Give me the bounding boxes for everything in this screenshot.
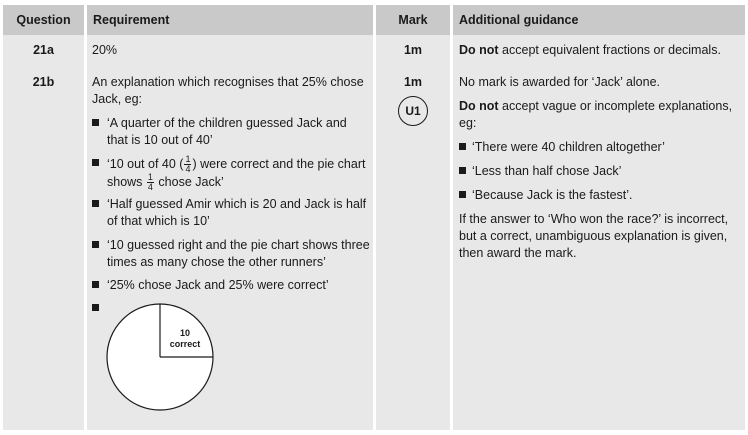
guidance-21a-text: accept equivalent fractions or decimals. [498,43,721,57]
requirement-intro-line2: Jack, eg: [92,92,143,106]
question-column [3,5,84,430]
requirement-intro-line1: An explanation which recognises that 25% chose [92,75,364,89]
header-guidance: Additional guidance [453,5,745,35]
bullet-square [92,237,99,253]
question-21a: 21a [33,43,54,57]
guidance-note-line3: then award the mark. [459,246,577,260]
mark-21a: 1m [403,43,423,57]
bullet-square [92,155,99,171]
guidance-line-2: Do not accept vague or incomplete explanations, [459,99,733,113]
fraction-one-quarter: $\frac{1}{4}$ [147,172,153,192]
guidance-21a [459,42,721,58]
header-mark: Mark [376,5,450,35]
bullet-square [92,115,99,131]
mark-column [376,5,450,430]
header-requirement: Requirement [87,5,373,35]
guidance-bullet-2: ‘Less than half chose Jack’ [472,164,622,178]
guidance-bullet-3: ‘Because Jack is the fastest’. [472,188,633,202]
mark-21b: 1m [403,75,423,89]
question-21b: 21b [32,75,55,89]
guidance-21a-bold: Do not [459,43,499,57]
guidance-line-2b: eg: [459,116,477,130]
bullet-2-line1-b: ) were correct and the pie chart [192,156,366,171]
fraction-one-quarter: $\frac{1}{4}$ [185,154,191,174]
guidance-note-line1: If the answer to ‘Who won the race?’ is incorrect, [459,212,729,226]
pie-chart [104,301,216,413]
bullet-square [459,163,466,179]
bullet-4-line1: ‘10 guessed right and the pie chart shows three [107,238,370,252]
guidance-line-1: No mark is awarded for ‘Jack’ alone. [459,75,661,89]
header-question: Question [3,5,84,35]
bullet-3-line1: ‘Half guessed Amir which is 20 and Jack is half [107,197,367,211]
bullet-square [459,139,466,155]
bullet-2-line1-a: ‘10 out of 40 ( [107,156,184,171]
bullet-2-line1 [107,155,365,174]
pie-label-word: correct [169,339,201,349]
bullet-square [92,300,99,316]
bullet-square [92,277,99,293]
requirement-21a: 20% [92,43,118,57]
bullet-1-line1: ‘A quarter of the children guessed Jack and [107,116,347,130]
bullet-2-line2: shows $\frac{1}{4}$ chose Jack’ [107,172,224,192]
pie-label-number: 10 [179,328,191,338]
bullet-3-line2: of that which is 10’ [107,214,210,228]
bullet-4-line2: times as many chose the other runners’ [107,255,326,269]
bullet-5: ‘25% chose Jack and 25% were correct’ [107,278,329,292]
bullet-square [459,187,466,203]
bullet-1-line2: that is 10 out of 40’ [107,133,213,147]
bullet-square [92,196,99,212]
guidance-note-line2: but a correct, unambiguous explanation is given, [459,229,728,243]
guidance-bullet-1: ‘There were 40 children altogether’ [472,140,665,154]
u1-badge: U1 [398,96,428,126]
